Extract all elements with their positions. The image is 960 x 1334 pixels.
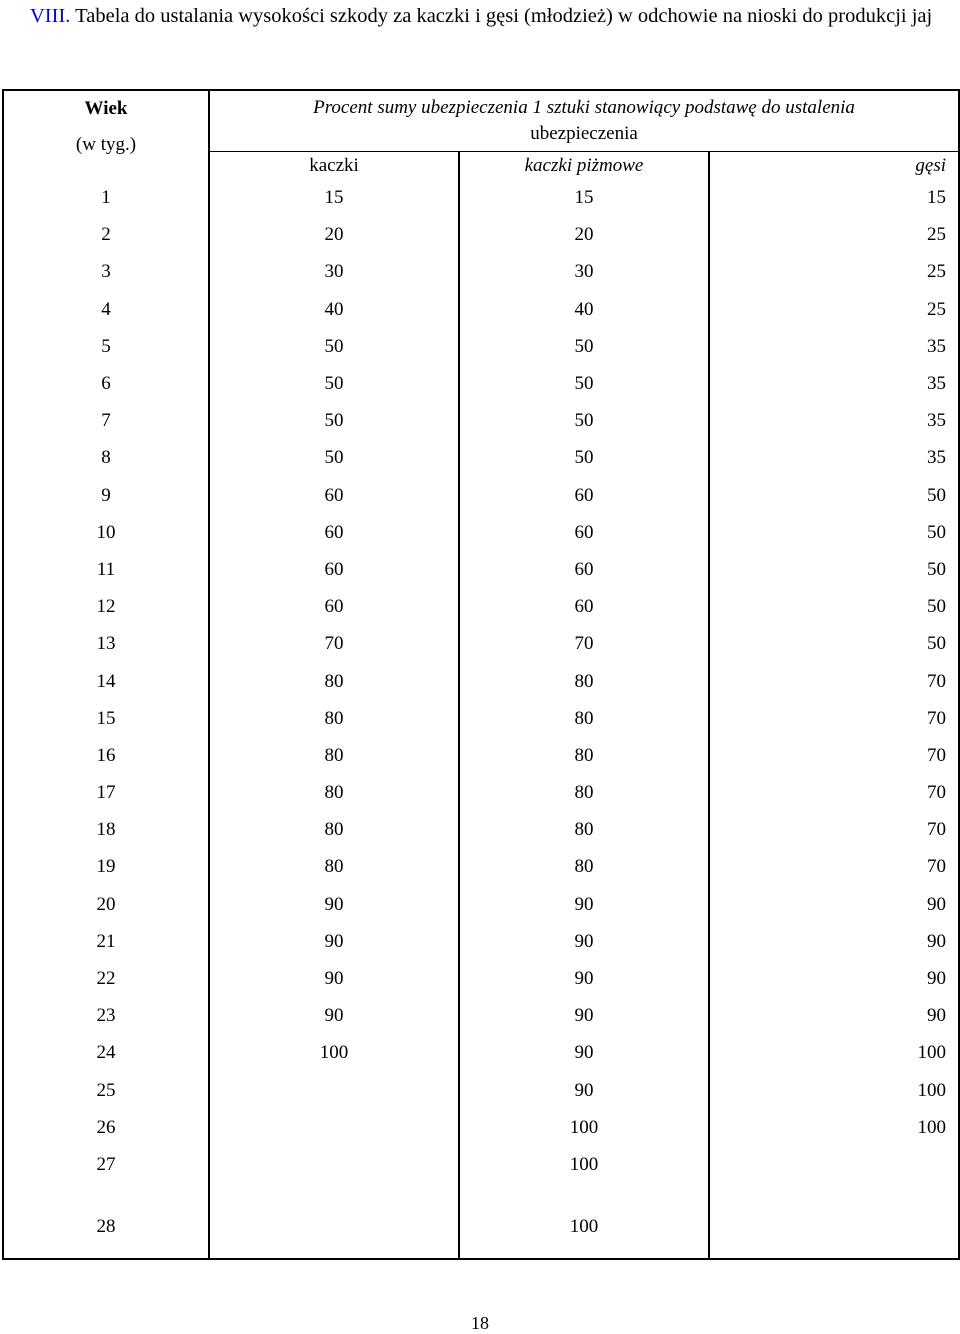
table-row bbox=[3, 291, 959, 328]
cell-kaczki-pizmowe: 80 bbox=[459, 663, 709, 700]
table-row bbox=[3, 960, 959, 997]
cell-kaczki-pizmowe: 60 bbox=[459, 551, 709, 588]
cell-kaczki-pizmowe: 80 bbox=[459, 812, 709, 849]
cell-gesi: 35 bbox=[709, 328, 959, 365]
cell-age: 18 bbox=[3, 812, 209, 849]
cell-gesi: 70 bbox=[709, 737, 959, 774]
cell-kaczki-pizmowe: 50 bbox=[459, 365, 709, 402]
cell-gesi: 25 bbox=[709, 291, 959, 328]
cell-kaczki: 60 bbox=[209, 477, 459, 514]
table-row bbox=[3, 1184, 959, 1259]
table-row bbox=[3, 923, 959, 960]
cell-kaczki: 80 bbox=[209, 700, 459, 737]
cell-kaczki-pizmowe: 50 bbox=[459, 440, 709, 477]
table-row bbox=[3, 886, 959, 923]
table-row bbox=[3, 589, 959, 626]
cell-gesi: 35 bbox=[709, 365, 959, 402]
table-row bbox=[3, 551, 959, 588]
cell-gesi: 50 bbox=[709, 626, 959, 663]
percent-header-cell bbox=[209, 90, 959, 152]
cell-age: 28 bbox=[3, 1184, 209, 1259]
cell-age: 9 bbox=[3, 477, 209, 514]
table-row bbox=[3, 812, 959, 849]
cell-kaczki-pizmowe: 40 bbox=[459, 291, 709, 328]
table-row bbox=[3, 477, 959, 514]
table-row bbox=[3, 1035, 959, 1072]
cell-kaczki-pizmowe: 20 bbox=[459, 217, 709, 254]
table-row bbox=[3, 1072, 959, 1109]
age-header-label: Wiek bbox=[84, 98, 128, 119]
cell-age: 10 bbox=[3, 514, 209, 551]
cell-age: 23 bbox=[3, 998, 209, 1035]
cell-age: 13 bbox=[3, 626, 209, 663]
column-header-gesi: gęsi bbox=[709, 152, 959, 180]
cell-kaczki: 90 bbox=[209, 923, 459, 960]
cell-kaczki-pizmowe: 80 bbox=[459, 775, 709, 812]
cell-kaczki: 70 bbox=[209, 626, 459, 663]
cell-kaczki: 60 bbox=[209, 589, 459, 626]
cell-age: 16 bbox=[3, 737, 209, 774]
column-header-kaczki: kaczki bbox=[209, 152, 459, 180]
cell-gesi: 100 bbox=[709, 1072, 959, 1109]
cell-kaczki: 80 bbox=[209, 812, 459, 849]
cell-gesi: 50 bbox=[709, 589, 959, 626]
cell-age: 26 bbox=[3, 1109, 209, 1146]
cell-kaczki: 40 bbox=[209, 291, 459, 328]
cell-kaczki: 90 bbox=[209, 886, 459, 923]
cell-kaczki: 100 bbox=[209, 1035, 459, 1072]
cell-gesi: 100 bbox=[709, 1109, 959, 1146]
cell-gesi: 70 bbox=[709, 849, 959, 886]
table-row bbox=[3, 365, 959, 402]
damage-table bbox=[2, 89, 960, 1260]
cell-kaczki bbox=[209, 1072, 459, 1109]
cell-age: 4 bbox=[3, 291, 209, 328]
cell-kaczki-pizmowe: 100 bbox=[459, 1146, 709, 1183]
cell-kaczki-pizmowe: 90 bbox=[459, 998, 709, 1035]
table-row bbox=[3, 217, 959, 254]
table-row bbox=[3, 1109, 959, 1146]
cell-kaczki: 80 bbox=[209, 775, 459, 812]
cell-gesi bbox=[709, 1184, 959, 1259]
cell-age: 24 bbox=[3, 1035, 209, 1072]
cell-kaczki: 50 bbox=[209, 365, 459, 402]
table-row bbox=[3, 775, 959, 812]
cell-age: 1 bbox=[3, 180, 209, 217]
cell-kaczki-pizmowe: 100 bbox=[459, 1109, 709, 1146]
cell-age: 25 bbox=[3, 1072, 209, 1109]
cell-age: 15 bbox=[3, 700, 209, 737]
cell-age: 2 bbox=[3, 217, 209, 254]
cell-kaczki-pizmowe: 60 bbox=[459, 477, 709, 514]
cell-kaczki: 15 bbox=[209, 180, 459, 217]
table-row bbox=[3, 254, 959, 291]
cell-age: 27 bbox=[3, 1146, 209, 1183]
cell-gesi bbox=[709, 1146, 959, 1183]
cell-kaczki-pizmowe: 60 bbox=[459, 589, 709, 626]
cell-kaczki-pizmowe: 90 bbox=[459, 1035, 709, 1072]
cell-kaczki: 30 bbox=[209, 254, 459, 291]
table-row bbox=[3, 626, 959, 663]
table-row bbox=[3, 849, 959, 886]
section-number: VIII. bbox=[30, 5, 71, 27]
cell-kaczki-pizmowe: 90 bbox=[459, 923, 709, 960]
column-header-kaczki-pizmowe: kaczki piżmowe bbox=[459, 152, 709, 180]
cell-kaczki-pizmowe: 90 bbox=[459, 1072, 709, 1109]
cell-gesi: 25 bbox=[709, 217, 959, 254]
table-row bbox=[3, 663, 959, 700]
cell-kaczki-pizmowe: 90 bbox=[459, 886, 709, 923]
table-row bbox=[3, 737, 959, 774]
cell-gesi: 70 bbox=[709, 700, 959, 737]
cell-age: 19 bbox=[3, 849, 209, 886]
cell-kaczki-pizmowe: 80 bbox=[459, 849, 709, 886]
cell-kaczki: 90 bbox=[209, 998, 459, 1035]
cell-kaczki bbox=[209, 1146, 459, 1183]
cell-age: 17 bbox=[3, 775, 209, 812]
cell-gesi: 70 bbox=[709, 663, 959, 700]
cell-gesi: 50 bbox=[709, 551, 959, 588]
cell-kaczki: 90 bbox=[209, 960, 459, 997]
cell-kaczki-pizmowe: 70 bbox=[459, 626, 709, 663]
cell-gesi: 35 bbox=[709, 403, 959, 440]
cell-age: 8 bbox=[3, 440, 209, 477]
table-row bbox=[3, 998, 959, 1035]
cell-kaczki: 50 bbox=[209, 440, 459, 477]
cell-kaczki bbox=[209, 1109, 459, 1146]
cell-gesi: 15 bbox=[709, 180, 959, 217]
title-text: Tabela do ustalania wysokości szkody za kaczki i gęsi (młodzież) w odchowie na nioski do produkcji jaj bbox=[70, 5, 933, 27]
table-row bbox=[3, 328, 959, 365]
cell-gesi: 35 bbox=[709, 440, 959, 477]
cell-kaczki: 80 bbox=[209, 849, 459, 886]
cell-gesi: 50 bbox=[709, 514, 959, 551]
cell-gesi: 90 bbox=[709, 886, 959, 923]
page-number: 18 bbox=[471, 1313, 489, 1333]
cell-age: 5 bbox=[3, 328, 209, 365]
table-row bbox=[3, 700, 959, 737]
table-row bbox=[3, 440, 959, 477]
age-header-unit: (w tyg.) bbox=[75, 134, 137, 155]
cell-age: 3 bbox=[3, 254, 209, 291]
cell-kaczki-pizmowe: 50 bbox=[459, 328, 709, 365]
cell-kaczki: 60 bbox=[209, 514, 459, 551]
cell-age: 6 bbox=[3, 365, 209, 402]
cell-gesi: 25 bbox=[709, 254, 959, 291]
cell-gesi: 70 bbox=[709, 812, 959, 849]
cell-gesi: 50 bbox=[709, 477, 959, 514]
cell-kaczki: 20 bbox=[209, 217, 459, 254]
cell-gesi: 70 bbox=[709, 775, 959, 812]
cell-age: 22 bbox=[3, 960, 209, 997]
cell-kaczki: 80 bbox=[209, 737, 459, 774]
percent-header-italic: Procent sumy ubezpieczenia 1 sztuki stanowiący podstawę do ustalenia bbox=[313, 97, 855, 118]
cell-age: 20 bbox=[3, 886, 209, 923]
cell-kaczki-pizmowe: 80 bbox=[459, 737, 709, 774]
cell-kaczki-pizmowe: 90 bbox=[459, 960, 709, 997]
cell-kaczki: 60 bbox=[209, 551, 459, 588]
cell-age: 21 bbox=[3, 923, 209, 960]
cell-age: 14 bbox=[3, 663, 209, 700]
cell-kaczki: 50 bbox=[209, 328, 459, 365]
cell-age: 7 bbox=[3, 403, 209, 440]
cell-kaczki: 50 bbox=[209, 403, 459, 440]
cell-kaczki-pizmowe: 100 bbox=[459, 1184, 709, 1259]
table-row bbox=[3, 403, 959, 440]
age-header-cell bbox=[3, 90, 209, 180]
cell-kaczki-pizmowe: 30 bbox=[459, 254, 709, 291]
table-row bbox=[3, 180, 959, 217]
cell-gesi: 100 bbox=[709, 1035, 959, 1072]
cell-gesi: 90 bbox=[709, 998, 959, 1035]
cell-age: 12 bbox=[3, 589, 209, 626]
cell-kaczki: 80 bbox=[209, 663, 459, 700]
cell-kaczki-pizmowe: 80 bbox=[459, 700, 709, 737]
table-row bbox=[3, 514, 959, 551]
document-title bbox=[30, 2, 950, 30]
cell-kaczki-pizmowe: 50 bbox=[459, 403, 709, 440]
cell-kaczki-pizmowe: 15 bbox=[459, 180, 709, 217]
percent-header-plain: ubezpieczenia bbox=[530, 123, 638, 144]
cell-gesi: 90 bbox=[709, 923, 959, 960]
cell-gesi: 90 bbox=[709, 960, 959, 997]
cell-kaczki bbox=[209, 1184, 459, 1259]
cell-kaczki-pizmowe: 60 bbox=[459, 514, 709, 551]
cell-age: 11 bbox=[3, 551, 209, 588]
table-row bbox=[3, 1146, 959, 1183]
